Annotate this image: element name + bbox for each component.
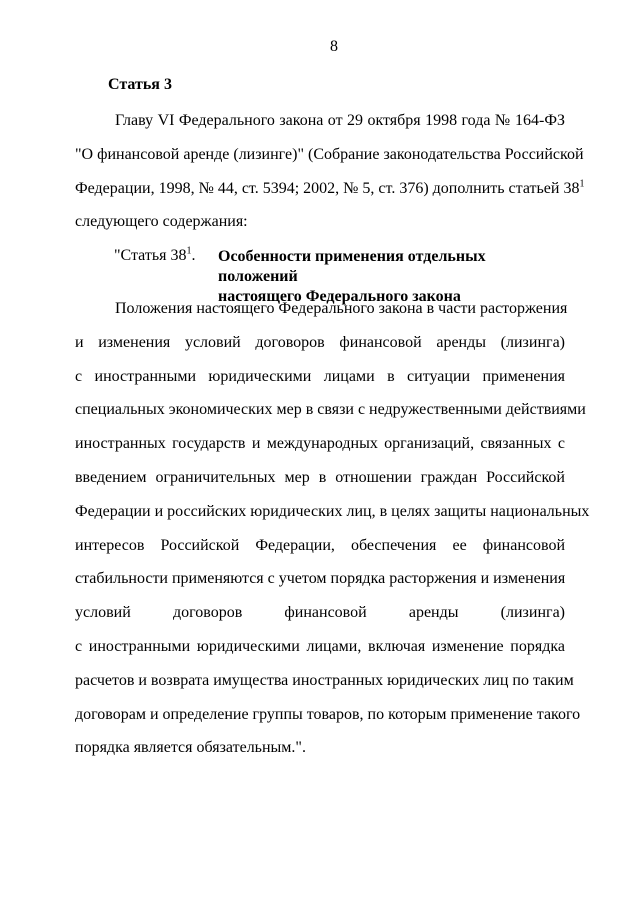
- body-paragraph: [75, 292, 590, 765]
- body-line: Положения настоящего Федерального закона в части расторжения: [115, 300, 568, 317]
- intro-line: следующего содержания:: [75, 213, 248, 231]
- body-line: расчетов и возврата имущества иностранных юридических лиц по таким: [75, 671, 574, 689]
- intro-line: Главу VI Федерального закона от 29 октября 1998 года № 164-ФЗ: [115, 112, 565, 129]
- body-line: и изменения условий договоров финансовой аренды (лизинга): [75, 333, 565, 351]
- body-line: Федерации и российских юридических лиц, в целях защиты национальных: [75, 502, 590, 520]
- sub-article-title-line: настоящего Федерального закона: [218, 288, 461, 305]
- article-heading: Статья 3: [108, 76, 172, 93]
- intro-paragraph: [75, 104, 585, 239]
- body-line: условий договоров финансовой аренды (лизинга): [75, 604, 565, 622]
- body-line: с иностранными юридическими лицами, включая изменение порядка: [75, 637, 565, 655]
- body-line: договорам и определение группы товаров, по которым применение такого: [75, 705, 581, 723]
- body-line: порядка является обязательным.".: [75, 739, 306, 757]
- intro-superscript: 1: [579, 178, 585, 190]
- sub-article-superscript: 1: [186, 245, 192, 257]
- body-line: интересов Российской Федерации, обеспечения ее финансовой: [75, 536, 565, 554]
- intro-line-text: Федерации, 1998, № 44, ст. 5394; 2002, № 5, ст. 376) дополнить статьей 38: [75, 179, 580, 197]
- sub-article-label-text: "Статья 38: [114, 247, 187, 264]
- body-line: введением ограничительных мер в отношении граждан Российской: [75, 468, 565, 486]
- sub-article-label: [114, 247, 196, 265]
- body-line: стабильности применяются с учетом порядка расторжения и изменения: [75, 570, 566, 588]
- body-line: специальных экономических мер в связи с недружественными действиями: [75, 401, 586, 419]
- intro-line: [75, 172, 585, 206]
- sub-article-label-suffix: .: [191, 247, 196, 264]
- body-line: с иностранными юридическими лицами в ситуации применения: [75, 367, 565, 385]
- intro-line: "О финансовой аренде (лизинге)" (Собрание законодательства Российской: [75, 145, 584, 163]
- page-number: 8: [330, 38, 338, 55]
- sub-article-title-line: Особенности применения отдельных положений: [218, 248, 486, 285]
- body-line: иностранных государств и международных организаций, связанных с: [75, 435, 565, 453]
